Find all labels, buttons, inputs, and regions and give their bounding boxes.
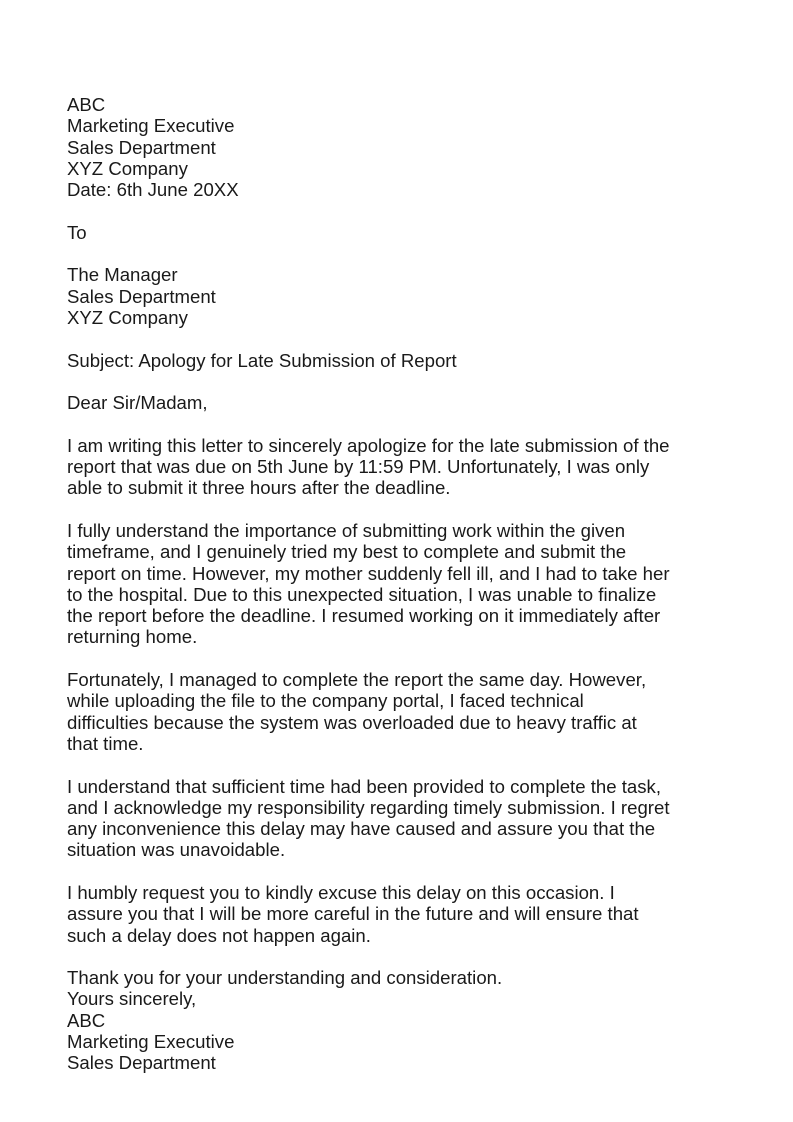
salutation: Dear Sir/Madam,	[67, 392, 208, 414]
paragraph-line: Fortunately, I managed to complete the report the same day. However,	[67, 669, 647, 691]
letter-body	[67, 94, 747, 1074]
paragraph-5	[67, 882, 747, 946]
paragraph-1	[67, 435, 747, 499]
recipient-department: Sales Department	[67, 285, 216, 307]
sender-company: XYZ Company	[67, 157, 188, 179]
signature-department: Sales Department	[67, 1052, 216, 1074]
spacer	[67, 413, 747, 434]
spacer	[67, 754, 747, 775]
paragraph-line: report that was due on 5th June by 11:59 PM. Unfortunately, I was only	[67, 456, 650, 478]
paragraph-line: assure you that I will be more careful in the future and will ensure that	[67, 903, 639, 925]
paragraph-line: situation was unavoidable.	[67, 839, 286, 861]
to-label: To	[67, 221, 87, 243]
sender-title: Marketing Executive	[67, 115, 235, 137]
paragraph-line: report on time. However, my mother suddenly fell ill, and I had to take her	[67, 562, 670, 584]
paragraph-line: I fully understand the importance of submitting work within the given	[67, 519, 626, 541]
paragraph-3	[67, 669, 747, 754]
closing-signoff: Yours sincerely,	[67, 988, 197, 1010]
sender-name: ABC	[67, 94, 106, 115]
paragraph-line: difficulties because the system was overloaded due to heavy traffic at	[67, 711, 637, 733]
sender-department: Sales Department	[67, 136, 216, 158]
letter-date: Date: 6th June 20XX	[67, 179, 239, 201]
paragraph-line: I am writing this letter to sincerely apologize for the late submission of the	[67, 434, 670, 456]
paragraph-line: that time.	[67, 732, 144, 754]
subject-line: Subject: Apology for Late Submission of Report	[67, 349, 457, 371]
spacer	[67, 371, 747, 392]
paragraph-line: timeframe, and I genuinely tried my best to complete and submit the	[67, 541, 627, 563]
spacer	[67, 861, 747, 882]
paragraph-line: such a delay does not happen again.	[67, 924, 371, 946]
signature-title: Marketing Executive	[67, 1031, 235, 1053]
paragraph-line: to the hospital. Due to this unexpected situation, I was unable to finalize	[67, 583, 657, 605]
paragraph-line: the report before the deadline. I resumed working on it immediately after	[67, 605, 661, 627]
spacer	[67, 946, 747, 967]
paragraph-2	[67, 520, 747, 648]
recipient-title: The Manager	[67, 264, 178, 286]
paragraph-line: returning home.	[67, 626, 198, 648]
paragraph-line: able to submit it three hours after the deadline.	[67, 477, 451, 499]
spacer	[67, 499, 747, 520]
spacer	[67, 243, 747, 264]
signature-name: ABC	[67, 1009, 106, 1031]
paragraph-line: any inconvenience this delay may have caused and assure you that the	[67, 818, 656, 840]
recipient-company: XYZ Company	[67, 306, 188, 328]
paragraph-line: I humbly request you to kindly excuse this delay on this occasion. I	[67, 881, 615, 903]
recipient-block	[67, 264, 747, 328]
paragraph-line: while uploading the file to the company portal, I faced technical	[67, 690, 584, 712]
spacer	[67, 328, 747, 349]
sender-block	[67, 94, 747, 200]
paragraph-line: I understand that sufficient time had been provided to complete the task,	[67, 775, 661, 797]
closing-thanks: Thank you for your understanding and consideration.	[67, 967, 503, 989]
paragraph-4	[67, 776, 747, 861]
spacer	[67, 648, 747, 669]
paragraph-line: and I acknowledge my responsibility regarding timely submission. I regret	[67, 796, 670, 818]
closing-block	[67, 967, 747, 1073]
spacer	[67, 200, 747, 221]
